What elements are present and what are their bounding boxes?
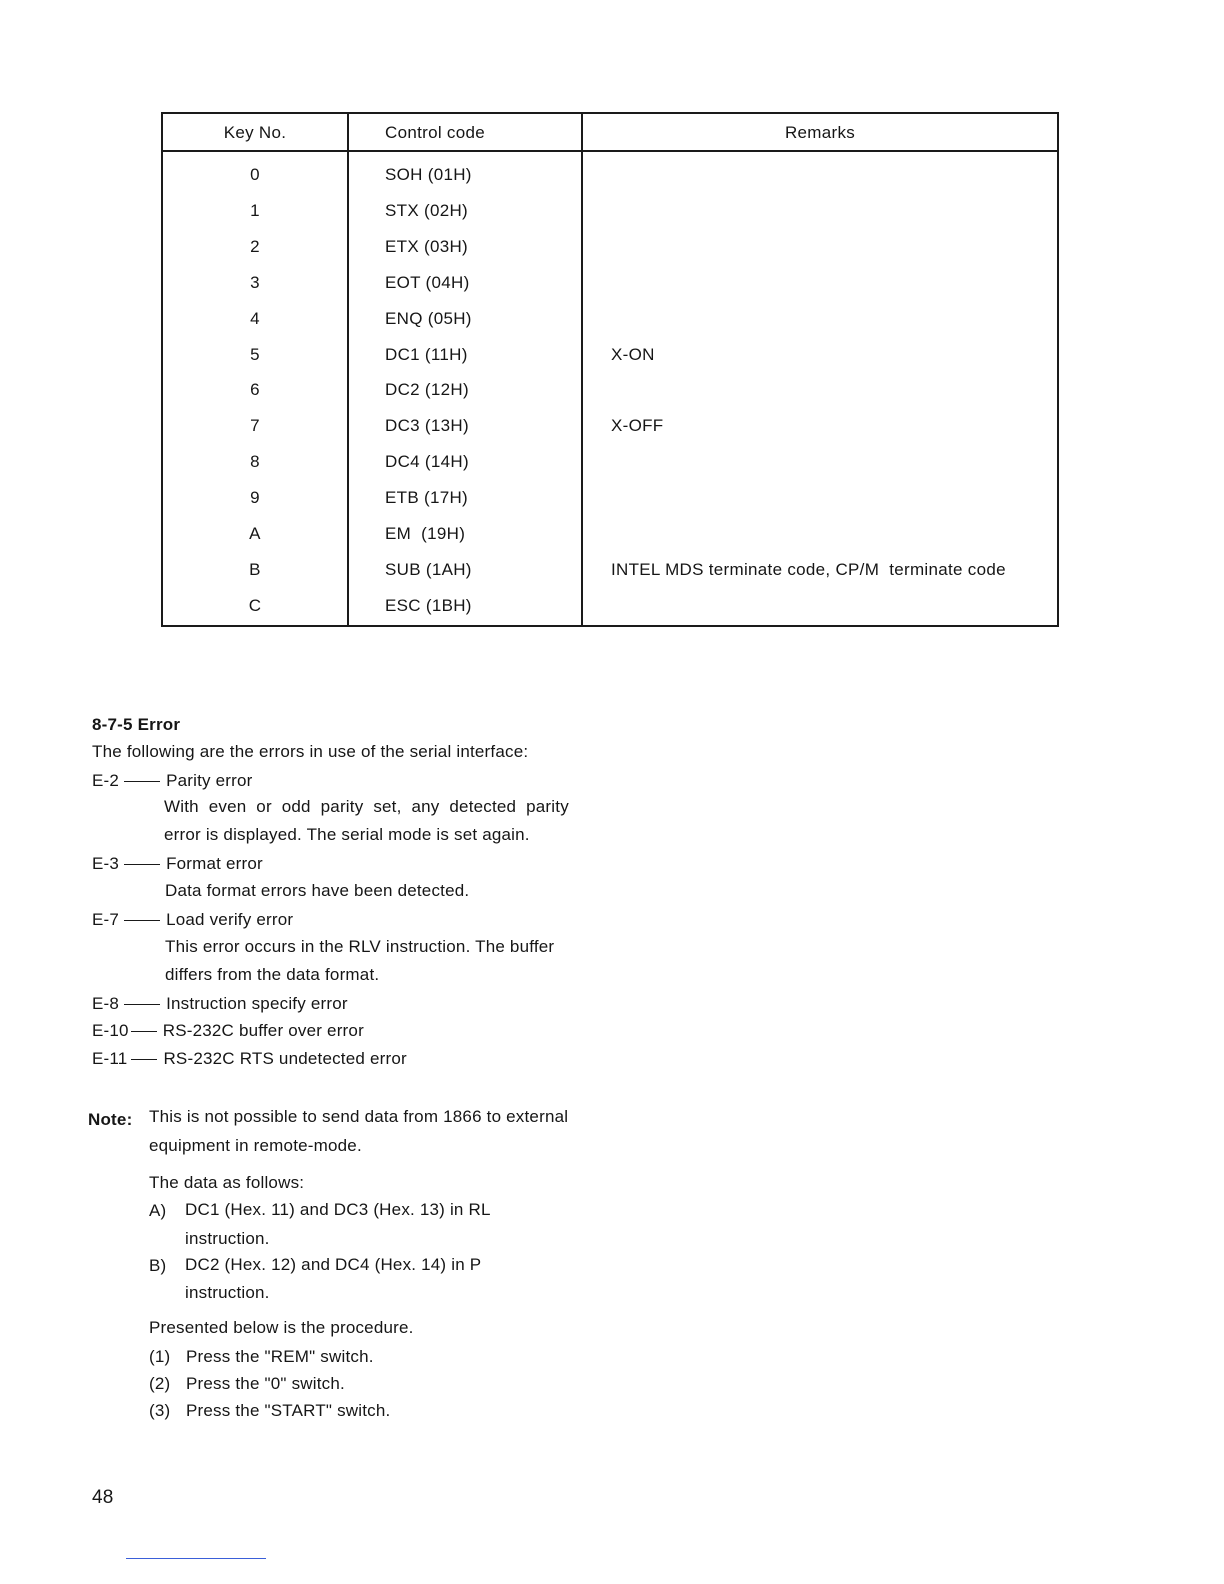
header-control-code: Control code (385, 123, 485, 142)
error-entry (92, 994, 348, 1014)
note-item-marker: A) (149, 1201, 167, 1220)
error-entry (92, 1021, 364, 1041)
page-number: 48 (92, 1487, 114, 1508)
procedure-step: Press the "START" switch. (186, 1401, 391, 1420)
note-label: Note: (88, 1110, 133, 1129)
error-description: This error occurs in the RLV instruction. The buffer (165, 937, 555, 956)
remarks-cell: X-OFF (611, 416, 664, 436)
section-intro: The following are the errors in use of the serial interface: (92, 742, 529, 761)
note-text: equipment in remote-mode. (149, 1136, 362, 1155)
header-divider (163, 150, 1057, 152)
procedure-step-marker: (1) (149, 1347, 171, 1366)
procedure-step-marker: (2) (149, 1374, 171, 1393)
error-entry (92, 854, 263, 874)
control-code-table (161, 112, 1059, 627)
em-dash (124, 781, 160, 783)
error-title: RS-232C buffer over error (162, 1021, 364, 1040)
em-dash (131, 1031, 157, 1033)
key-no-cell: 3 (250, 272, 260, 292)
error-title: Format error (166, 854, 263, 873)
control-code-cell: ETX (03H) (385, 236, 468, 256)
em-dash (124, 920, 160, 922)
key-no-cell: C (248, 595, 262, 615)
error-code: E-10 (92, 1021, 129, 1040)
error-entry (92, 1049, 407, 1069)
note-item-text: DC1 (Hex. 11) and DC3 (Hex. 13) in RL (185, 1200, 491, 1219)
em-dash (131, 1059, 157, 1061)
error-title: Load verify error (166, 910, 294, 929)
control-code-cell: SOH (01H) (385, 165, 472, 184)
key-no-cell: 0 (250, 165, 260, 184)
key-no-cell: 1 (250, 200, 260, 220)
remarks-cell: X-ON (611, 344, 655, 364)
procedure-intro: Presented below is the procedure. (149, 1318, 414, 1337)
procedure-step-marker: (3) (149, 1401, 171, 1420)
key-no-cell: 6 (250, 380, 260, 400)
error-code: E-3 (92, 854, 120, 873)
key-no-cell: 8 (250, 452, 260, 472)
control-code-cell: DC1 (11H) (385, 344, 468, 364)
procedure-step: Press the "0" switch. (186, 1374, 345, 1393)
control-code-cell: EOT (04H) (385, 272, 470, 292)
note-follows: The data as follows: (149, 1173, 305, 1192)
control-code-cell: SUB (1AH) (385, 559, 472, 579)
error-code: E-11 (92, 1049, 128, 1068)
key-no-cell: 7 (250, 416, 260, 436)
em-dash (124, 864, 160, 866)
control-code-cell: EM (19H) (385, 524, 466, 543)
control-code-cell: ENQ (05H) (385, 308, 472, 328)
key-no-cell: A (249, 524, 261, 543)
column-divider (581, 114, 583, 625)
note-item-text: instruction. (185, 1283, 270, 1302)
error-code: E-2 (92, 771, 120, 790)
control-code-cell: ESC (1BH) (385, 595, 472, 615)
error-entry (92, 910, 293, 930)
header-remarks: Remarks (784, 123, 856, 142)
error-code: E-8 (92, 994, 120, 1013)
key-no-cell: 5 (250, 344, 260, 364)
key-no-cell: 4 (250, 308, 260, 328)
key-no-cell: B (249, 559, 261, 579)
key-no-cell: 2 (250, 236, 260, 256)
control-code-cell: STX (02H) (385, 200, 468, 220)
error-description: differs from the data format. (165, 965, 380, 984)
note-item-marker: B) (149, 1256, 167, 1275)
note-item-text: DC2 (Hex. 12) and DC4 (Hex. 14) in P (185, 1255, 482, 1274)
em-dash (124, 1004, 160, 1006)
error-description: error is displayed. The serial mode is set again. (164, 825, 530, 844)
scan-mark (126, 1558, 266, 1559)
header-key-no: Key No. (223, 123, 287, 142)
error-title: Instruction specify error (166, 994, 348, 1013)
control-code-cell: DC3 (13H) (385, 416, 469, 436)
remarks-cell: INTEL MDS terminate code, CP/M terminate code (611, 559, 1006, 579)
error-entry (92, 771, 253, 791)
error-code: E-7 (92, 910, 120, 929)
error-description: With even or odd parity set, any detected parity (164, 797, 569, 816)
control-code-cell: DC4 (14H) (385, 452, 469, 472)
error-title: RS-232C RTS undetected error (163, 1049, 407, 1068)
procedure-step: Press the "REM" switch. (186, 1347, 374, 1366)
note-item-text: instruction. (185, 1229, 270, 1248)
control-code-cell: ETB (17H) (385, 488, 468, 508)
error-description: Data format errors have been detected. (165, 881, 470, 900)
control-code-cell: DC2 (12H) (385, 380, 469, 400)
column-divider (347, 114, 349, 625)
key-no-cell: 9 (250, 488, 260, 508)
section-heading: 8-7-5 Error (92, 715, 181, 734)
note-text: This is not possible to send data from 1866 to external (149, 1107, 569, 1126)
error-title: Parity error (166, 771, 253, 790)
